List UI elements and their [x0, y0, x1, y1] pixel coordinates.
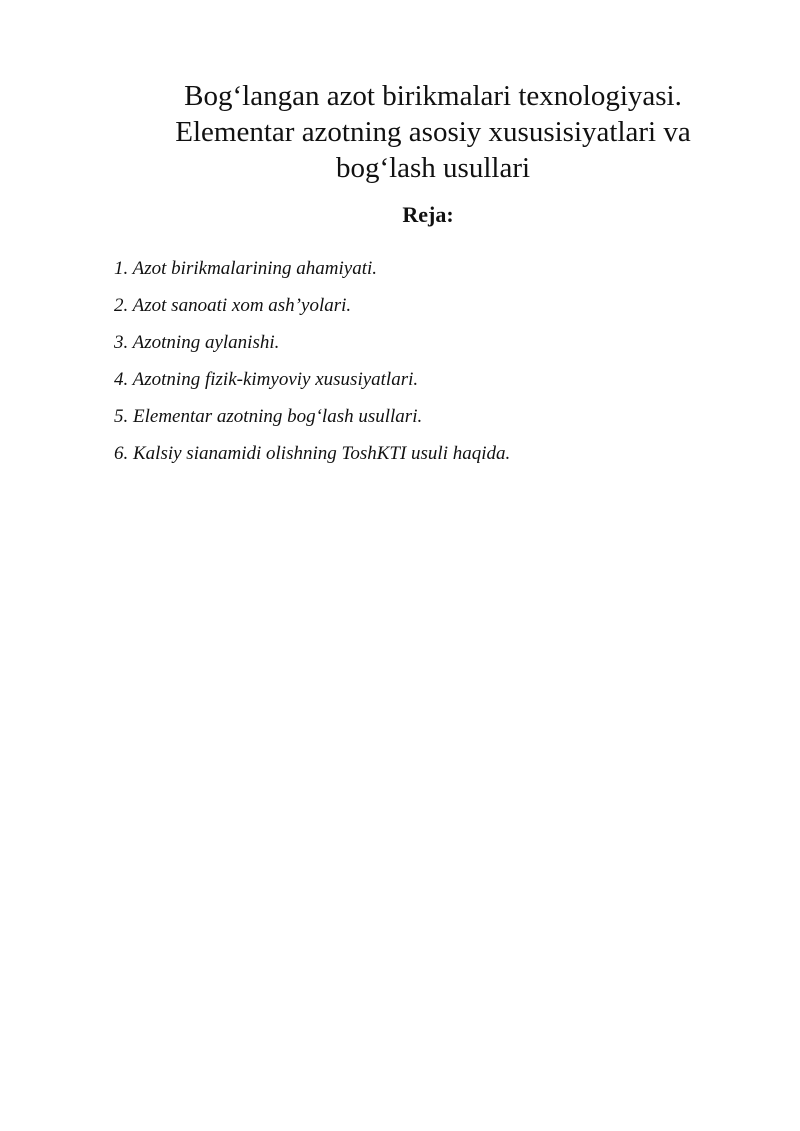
title-line-2: Elementar azotning asosiy xususisiyatlari va	[175, 116, 691, 148]
plan-item: 3. Azotning aylanishi.	[114, 332, 280, 353]
plan-heading: Reja:	[402, 202, 454, 227]
plan-item: 6. Kalsiy sianamidi olishning ToshKTI usuli haqida.	[114, 443, 511, 464]
title-line-1: Bog‘langan azot birikmalari texnologiyasi.	[184, 80, 682, 112]
plan-item: 1. Azot birikmalarining ahamiyati.	[114, 258, 378, 279]
title-line-3: bog‘lash usullari	[335, 152, 531, 184]
plan-item: 4. Azotning fizik-kimyoviy xususiyatlari.	[114, 369, 419, 390]
plan-item: 5. Elementar azotning bog‘lash usullari.	[114, 406, 423, 427]
document-title	[150, 78, 716, 186]
plan-list	[114, 256, 510, 478]
plan-item: 2. Azot sanoati xom ash’yolari.	[114, 295, 352, 316]
